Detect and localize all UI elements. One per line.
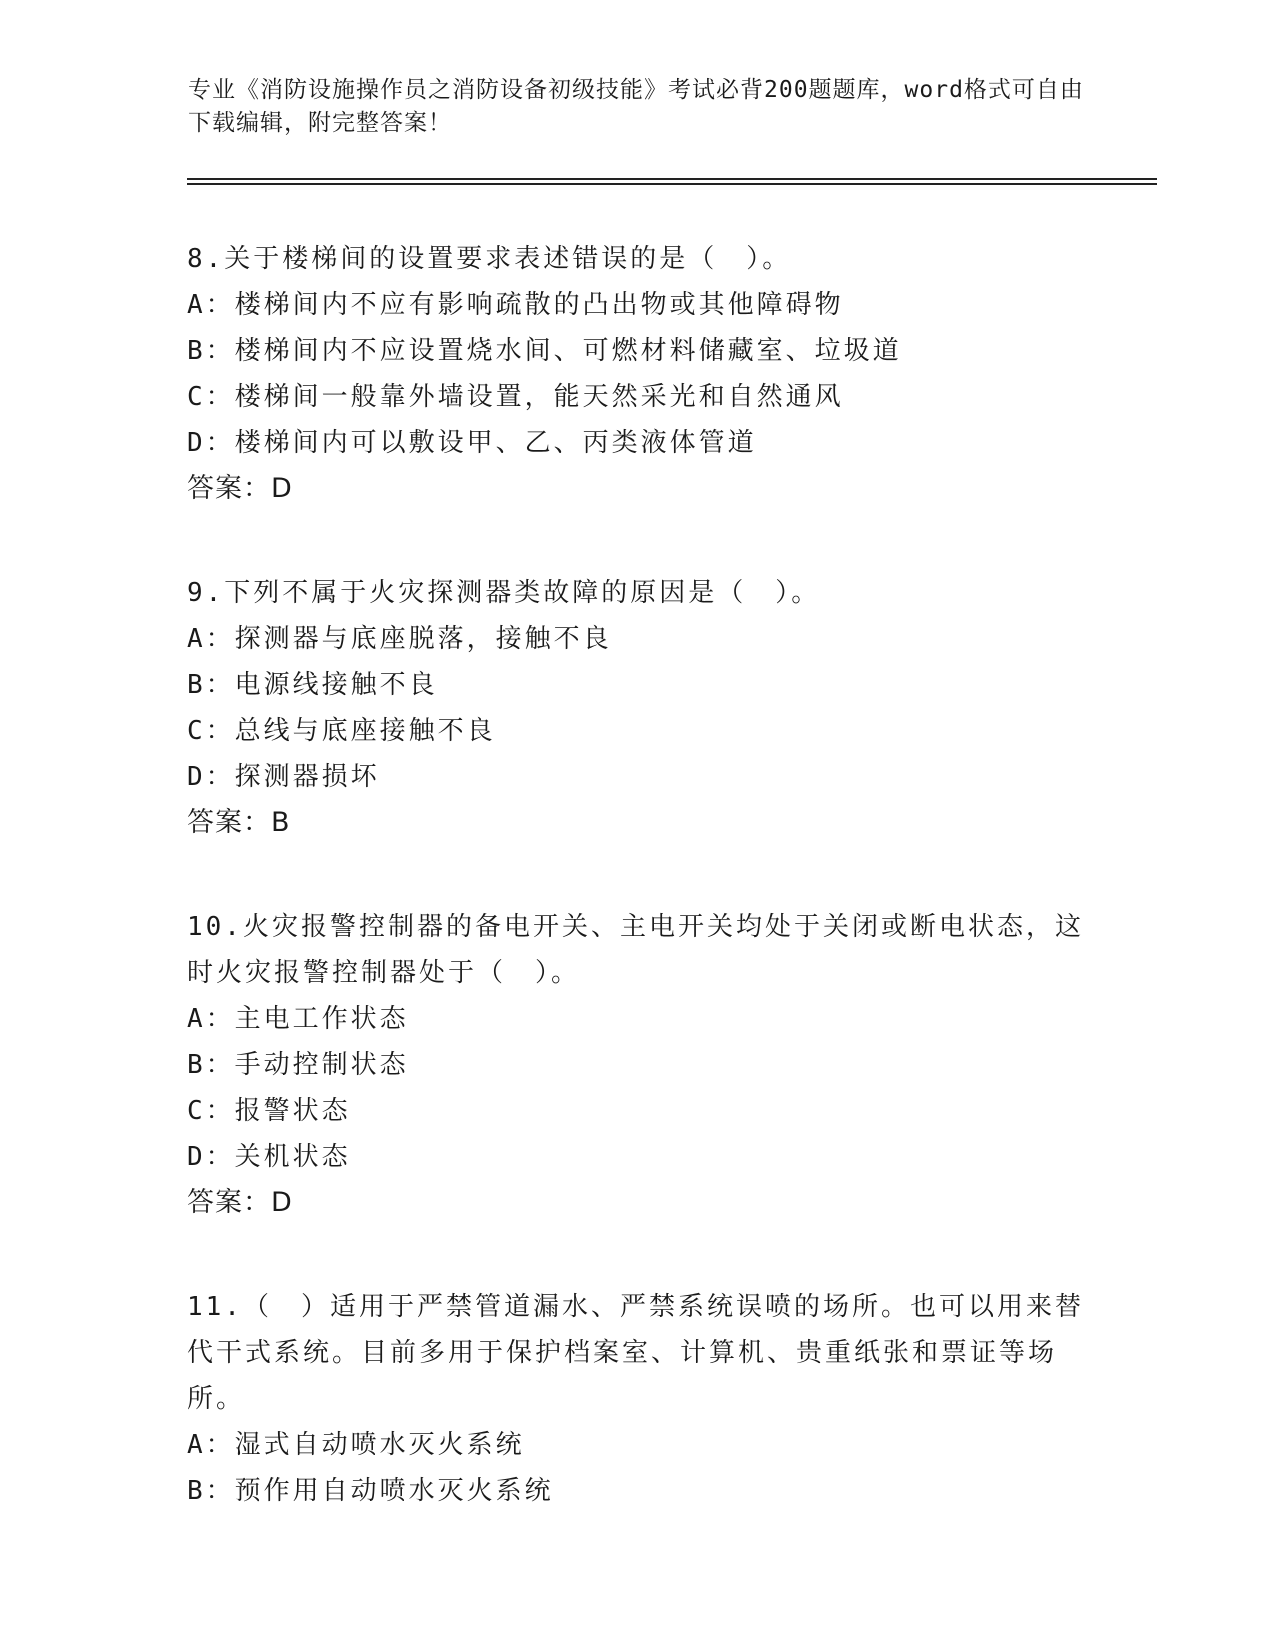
question-text: 9.下列不属于火灾探测器类故障的原因是（ ）。 bbox=[187, 578, 821, 608]
header-rule-top bbox=[187, 178, 1157, 180]
question-8 bbox=[187, 236, 1092, 512]
document-header: 专业《消防设施操作员之消防设备初级技能》考试必背200题题库，word格式可自由下载编辑，附完整答案！ bbox=[188, 77, 1084, 136]
option-a: A：湿式自动喷水灭火系统 bbox=[187, 1430, 525, 1460]
question-text: 11.（ ）适用于严禁管道漏水、严禁系统误喷的场所。也可以用来替代干式系统。目前多用于保护档案室、计算机、贵重纸张和票证等场所。 bbox=[187, 1292, 1084, 1414]
option-a: A：楼梯间内不应有影响疏散的凸出物或其他障碍物 bbox=[187, 290, 844, 320]
option-c: C：楼梯间一般靠外墙设置，能天然采光和自然通风 bbox=[187, 382, 844, 412]
option-d: D：楼梯间内可以敷设甲、乙、丙类液体管道 bbox=[187, 428, 757, 458]
option-c: C：总线与底座接触不良 bbox=[187, 716, 496, 746]
question-list bbox=[187, 236, 1092, 1572]
question-text: 10.火灾报警控制器的备电开关、主电开关均处于关闭或断电状态，这时火灾报警控制器处于（ ）。 bbox=[187, 912, 1084, 988]
option-b: B：电源线接触不良 bbox=[187, 670, 438, 700]
answer-line: 答案：D bbox=[187, 1187, 293, 1218]
header-rule-bottom bbox=[187, 183, 1157, 185]
answer-line: 答案：D bbox=[187, 473, 293, 504]
option-a: A：主电工作状态 bbox=[187, 1004, 409, 1034]
question-text: 8.关于楼梯间的设置要求表述错误的是（ ）。 bbox=[187, 244, 792, 274]
question-11 bbox=[187, 1284, 1092, 1514]
option-d: D：关机状态 bbox=[187, 1142, 351, 1172]
option-b: B：楼梯间内不应设置烧水间、可燃材料储藏室、垃圾道 bbox=[187, 336, 902, 366]
option-a: A：探测器与底座脱落，接触不良 bbox=[187, 624, 612, 654]
option-d: D：探测器损坏 bbox=[187, 762, 380, 792]
option-b: B：手动控制状态 bbox=[187, 1050, 409, 1080]
option-b: B：预作用自动喷水灭火系统 bbox=[187, 1476, 554, 1506]
answer-line: 答案：B bbox=[187, 807, 291, 838]
question-9 bbox=[187, 570, 1092, 846]
question-10 bbox=[187, 904, 1092, 1226]
option-c: C：报警状态 bbox=[187, 1096, 351, 1126]
